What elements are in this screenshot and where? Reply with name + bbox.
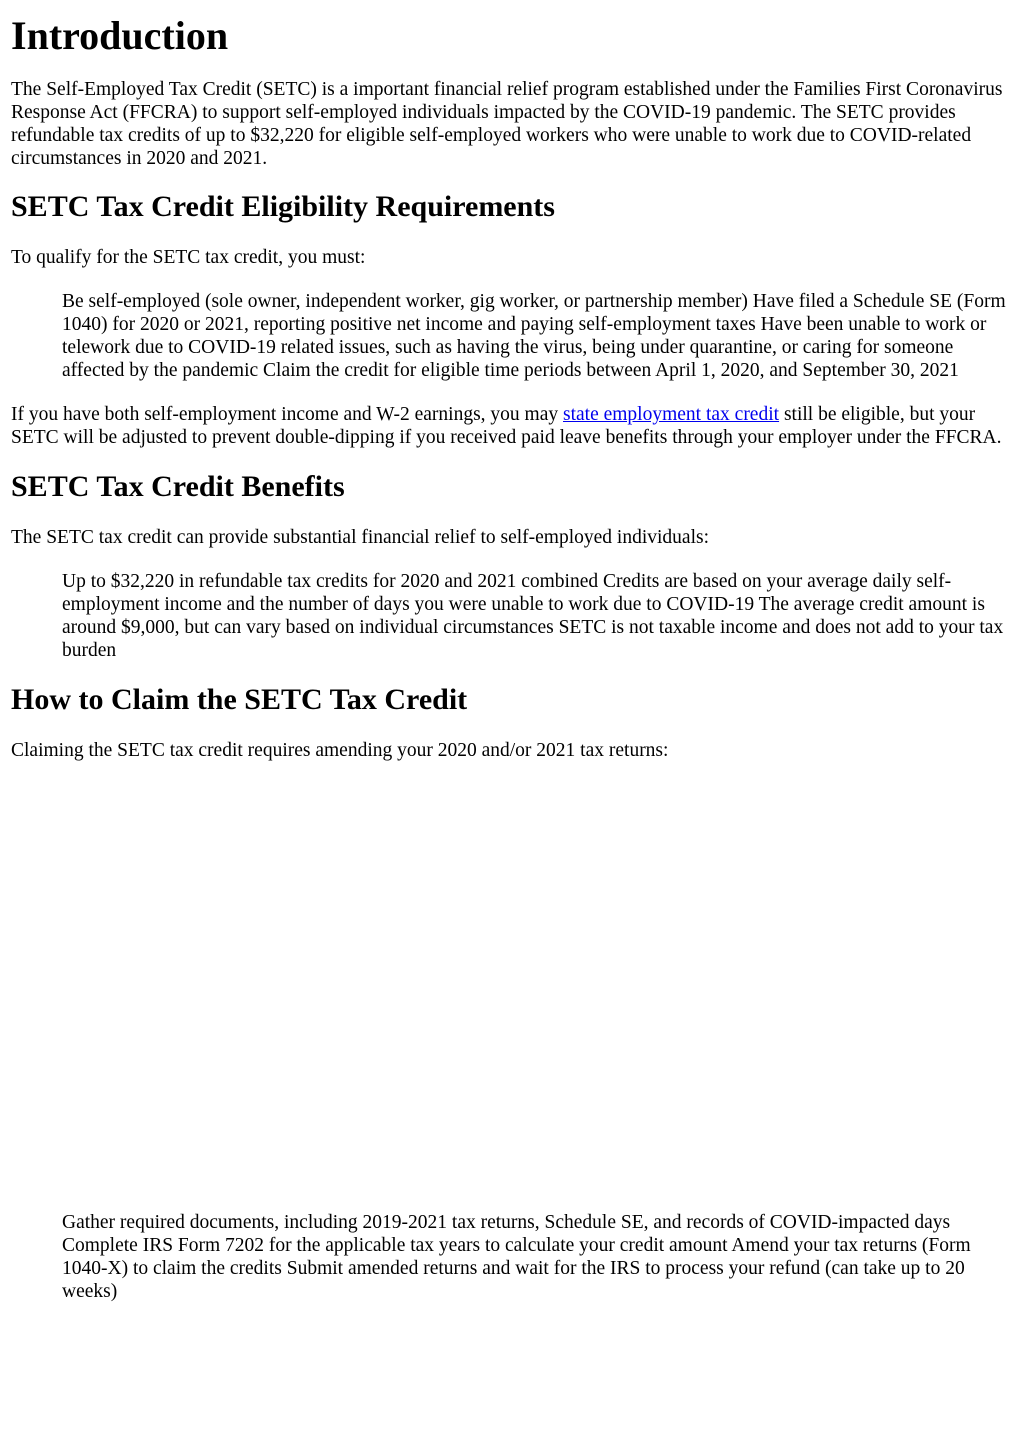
eligibility-note-text-after: still be eligible, but your SETC will be adjusted to prevent double-dipping if you received paid leave benefits through your employer under the FFCRA. xyxy=(11,404,1002,448)
blank-region xyxy=(11,762,1007,1211)
eligibility-heading: SETC Tax Credit Eligibility Requirements xyxy=(11,190,555,223)
document-page xyxy=(11,0,1007,1303)
claim-heading: How to Claim the SETC Tax Credit xyxy=(11,683,468,716)
intro-paragraph: The Self-Employed Tax Credit (SETC) is a important financial relief program established under the Families First Coronavirus Response Act (FFCRA) to support self-employed individuals impacted by the COVID-19 pandemic. The SETC provides refundable tax credits of up to $32,220 for eligible self-employed workers who were unable to work due to COVID-related circumstances in 2020 and 2021. xyxy=(11,79,1003,169)
benefits-blockquote: Up to $32,220 in refundable tax credits for 2020 and 2021 combined Credits are based on your average daily self-employment income and the number of days you were unable to work due to COVID-19 The average credit amount is around $9,000, but can vary based on individual circumstances SETC is not taxable income and does not add to your tax burden xyxy=(62,571,1004,661)
eligibility-lead: To qualify for the SETC tax credit, you must: xyxy=(11,247,366,268)
eligibility-note-text-before: If you have both self-employment income and W-2 earnings, you may xyxy=(11,404,563,425)
benefits-heading: SETC Tax Credit Benefits xyxy=(11,470,345,503)
claim-lead: Claiming the SETC tax credit requires amending your 2020 and/or 2021 tax returns: xyxy=(11,740,669,761)
eligibility-blockquote: Be self-employed (sole owner, independent worker, gig worker, or partnership member) Have filed a Schedule SE (Form 1040) for 2020 or 2021, reporting positive net income and paying self-employment taxes Have been unable to work or telework due to COVID-19 related issues, such as having the virus, being under quarantine, or caring for someone affected by the pandemic Claim the credit for eligible time periods between April 1, 2020, and September 30, 2021 xyxy=(62,291,1006,381)
benefits-lead: The SETC tax credit can provide substantial financial relief to self-employed individuals: xyxy=(11,527,710,548)
eligibility-note xyxy=(11,403,1007,449)
page-title: Introduction xyxy=(11,13,229,58)
state-employment-tax-credit-link[interactable]: state employment tax credit xyxy=(563,404,780,425)
claim-blockquote: Gather required documents, including 2019-2021 tax returns, Schedule SE, and records of COVID-impacted days Complete IRS Form 7202 for the applicable tax years to calculate your credit amount Amend your tax returns (Form 1040-X) to claim the credits Submit amended returns and wait for the IRS to process your refund (can take up to 20 weeks) xyxy=(62,1212,971,1302)
